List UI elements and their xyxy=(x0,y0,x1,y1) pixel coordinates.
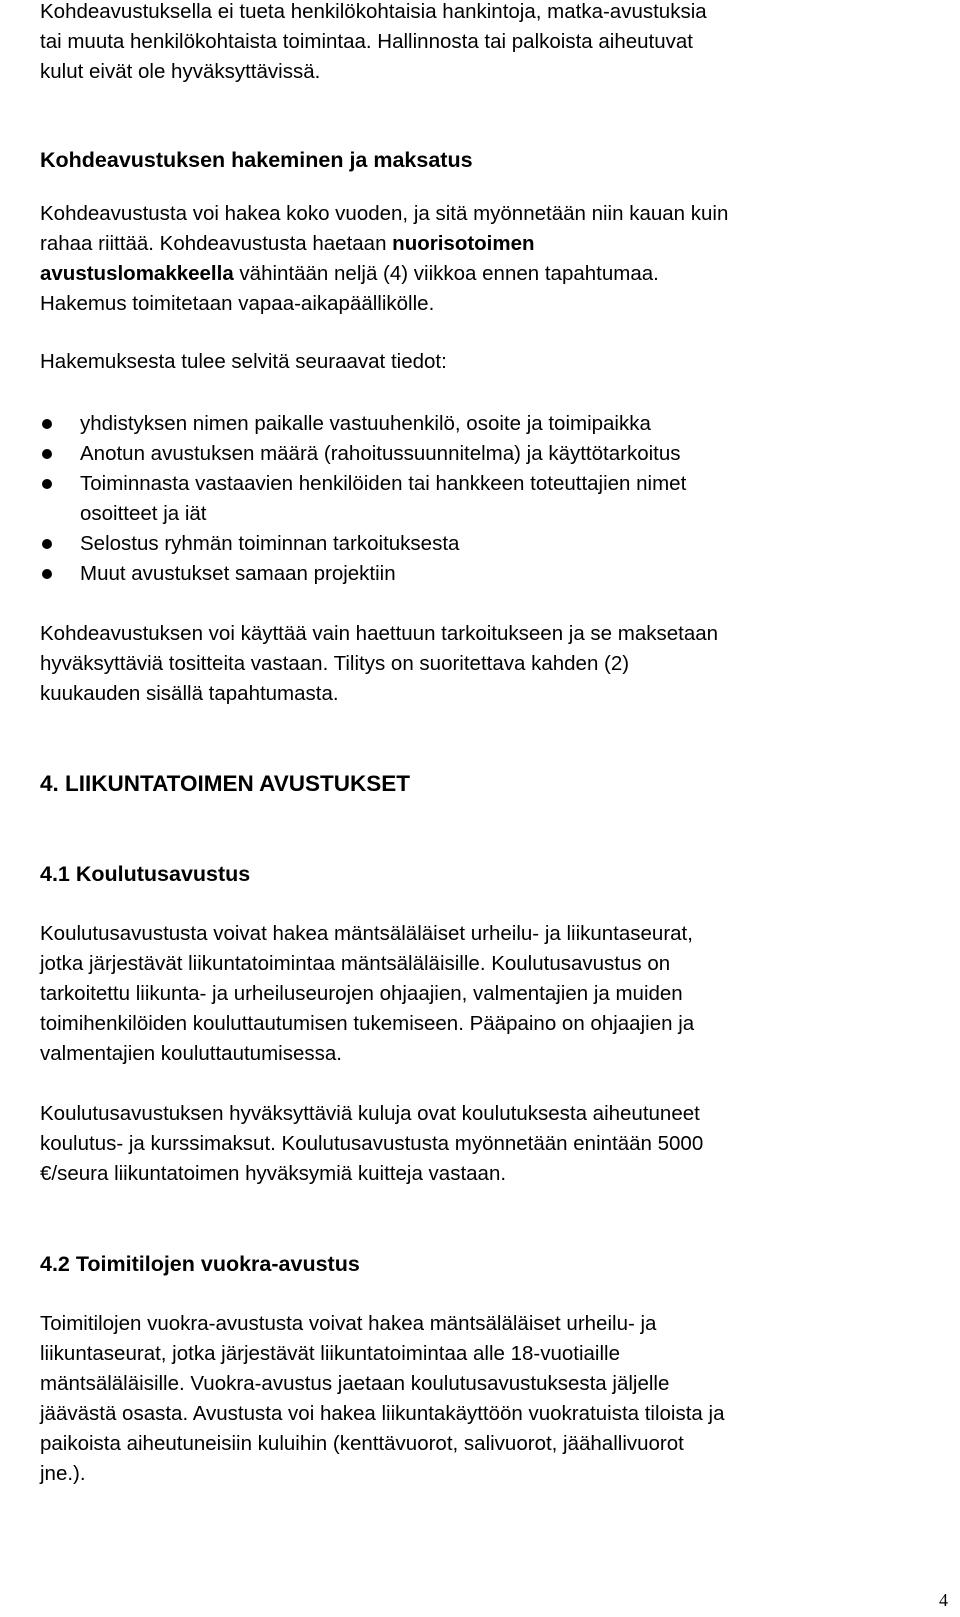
list-item: Anotun avustuksen määrä (rahoitussuunnitelma) ja käyttötarkoitus xyxy=(40,439,940,469)
heading-liikuntatoimen-avustukset: 4. LIIKUNTATOIMEN AVUSTUKSET xyxy=(40,771,411,796)
list-item: Toiminnasta vastaavien henkilöiden tai hankkeen toteuttajien nimet osoitteet ja iät xyxy=(40,469,940,529)
haku-paragraph-2: Kohdeavustuksen voi käyttää vain haettuun tarkoitukseen ja se maksetaan hyväksyttäviä tositteita vastaan. Tilitys on suoritettava kahden (2) kuukauden sisällä tapahtumasta. xyxy=(40,622,719,705)
heading-kohdeavustuksen-hakeminen: Kohdeavustuksen hakeminen ja maksatus xyxy=(40,148,473,172)
list-intro: Hakemuksesta tulee selvitä seuraavat tiedot: xyxy=(40,350,447,373)
bullet-icon xyxy=(42,569,52,579)
intro-paragraph: Kohdeavustuksella ei tueta henkilökohtaisia hankintoja, matka-avustuksia tai muuta henkilökohtaista toimintaa. Hallinnosta tai palkoista aiheutuvat kulut eivät ole hyväksyttävissä. xyxy=(40,0,707,83)
list-item: Selostus ryhmän toiminnan tarkoituksesta xyxy=(40,529,940,559)
list-item: Muut avustukset samaan projektiin xyxy=(40,559,940,589)
koulutus-paragraph-1: Koulutusavustusta voivat hakea mäntsäläläiset urheilu- ja liikuntaseurat, jotka järjestävät liikuntatoimintaa mäntsäläläisille. Koulutusavustus on tarkoitettu liikunta- ja urheiluseurojen ohjaajien, valmentajien ja muiden toimihenkilöiden kouluttautumisen tukemiseen. Pääpaino on ohjaajien ja valmentajien kouluttautumisessa. xyxy=(40,922,695,1065)
document-page xyxy=(40,0,940,1489)
bullet-icon xyxy=(42,449,52,459)
bullet-icon xyxy=(42,419,52,429)
vuokra-paragraph-1: Toimitilojen vuokra-avustusta voivat hakea mäntsäläläiset urheilu- ja liikuntaseurat, jotka järjestävät liikuntatoimintaa alle 18-vuotiaille mäntsäläläisille. Vuokra-avustus jaetaan koulutusavustuksesta jäljelle jäävästä osasta. Avustusta voi hakea liikuntakäyttöön vuokratuista tiloista ja paikoista aiheutuneisiin kuluihin (kenttävuorot, salivuorot, jäähallivuorot jne.). xyxy=(40,1312,725,1485)
heading-vuokra-avustus: 4.2 Toimitilojen vuokra-avustus xyxy=(40,1252,360,1276)
heading-koulutusavustus: 4.1 Koulutusavustus xyxy=(40,862,251,886)
page-number: 4 xyxy=(939,1590,948,1610)
bullet-icon xyxy=(42,539,52,549)
required-info-list xyxy=(40,409,940,589)
koulutus-paragraph-2: Koulutusavustuksen hyväksyttäviä kuluja ovat koulutuksesta aiheutuneet koulutus- ja kurssimaksut. Koulutusavustusta myönnetään enintään 5000 €/seura liikuntatoimen hyväksymiä kuitteja vastaan. xyxy=(40,1102,704,1185)
list-item: yhdistyksen nimen paikalle vastuuhenkilö, osoite ja toimipaikka xyxy=(40,409,940,439)
haku-paragraph-1: Kohdeavustusta voi hakea koko vuoden, ja sitä myönnetään niin kauan kuin rahaa riittää. Kohdeavustusta haetaan nuorisotoimen avustuslomakkeella vähintään neljä (4) viikkoa ennen tapahtumaa. Hakemus toimitetaan vapaa-aikapäällikölle. xyxy=(40,202,729,315)
bullet-icon xyxy=(42,479,52,489)
